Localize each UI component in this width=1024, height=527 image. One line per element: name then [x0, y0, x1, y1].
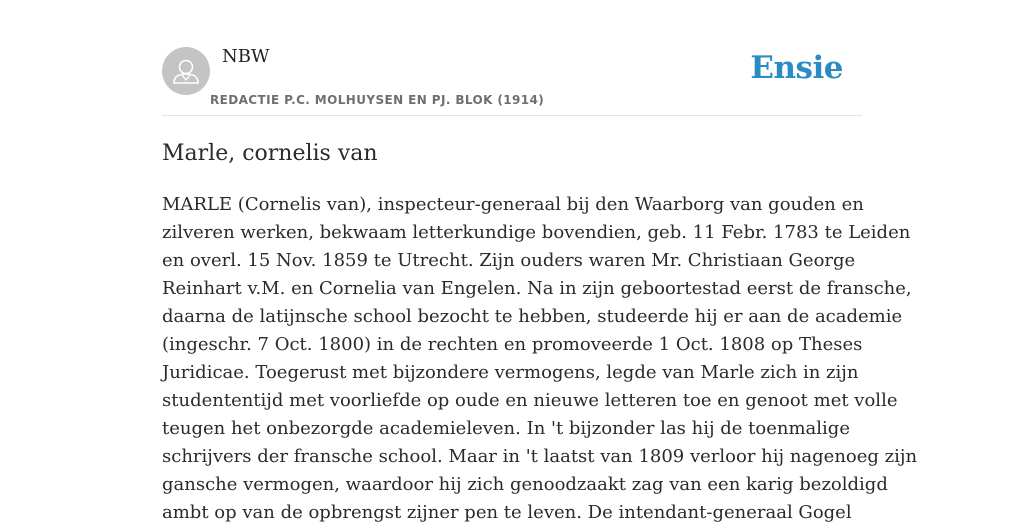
body-line: zilveren werken, bekwaam letterkundige bovendien, geb. 11 Febr. 1783 te Leiden [162, 222, 911, 243]
author-name[interactable]: NBW [222, 46, 270, 67]
body-line: gansche vermogen, waardoor hij zich genoodzaakt zag van een karig bezoldigd [162, 474, 888, 495]
article-header [162, 0, 862, 116]
body-line: studententijd met voorliefde op oude en nieuwe letteren toe en genoot met volle [162, 390, 898, 411]
body-line: (ingeschr. 7 Oct. 1800) in de rechten en promoveerde 1 Oct. 1808 op Theses [162, 334, 863, 355]
body-line: schrijvers der fransche school. Maar in 't laatst van 1809 verloor hij nagenoeg zijn [162, 446, 918, 467]
body-line: Reinhart v.M. en Cornelia van Engelen. Na in zijn geboortestad eerst de fransche, [162, 278, 912, 299]
author-avatar[interactable] [162, 47, 210, 95]
body-line: Juridicae. Toegerust met bijzondere vermogens, legde van Marle zich in zijn [162, 362, 859, 383]
page-title: Marle, cornelis van [162, 141, 378, 166]
body-line: ambt op van de opbrengst zijner pen te leven. De intendant-generaal Gogel [162, 502, 852, 523]
source-credit: REDACTIE P.C. MOLHUYSEN EN PJ. BLOK (1914) [210, 93, 545, 107]
body-line: en overl. 15 Nov. 1859 te Utrecht. Zijn ouders waren Mr. Christiaan George [162, 250, 856, 271]
body-line: daarna de latijnsche school bezocht te hebben, studeerde hij er aan de academie [162, 306, 903, 327]
body-line: MARLE (Cornelis van), inspecteur-generaal bij den Waarborg van gouden en [162, 194, 864, 215]
article-body [162, 191, 918, 527]
body-line: teugen het onbezorgde academieleven. In 't bijzonder las hij de toenmalige [162, 418, 850, 439]
user-icon [162, 47, 210, 95]
brand-logo[interactable]: Ensie [750, 50, 843, 86]
article [162, 137, 918, 527]
